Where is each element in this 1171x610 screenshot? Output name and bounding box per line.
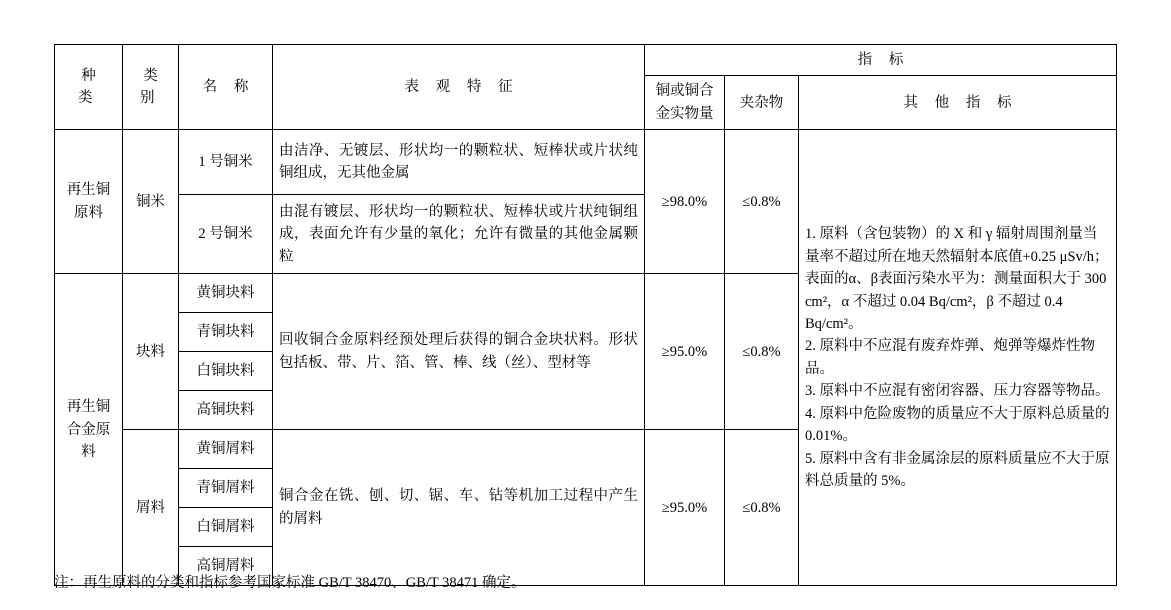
- cell-metal-content: ≥98.0%: [645, 130, 725, 274]
- cell-name: 白铜屑料: [179, 508, 273, 547]
- header-class: 类 别: [123, 45, 179, 130]
- table-body: [55, 130, 1117, 586]
- other-index-item: 4. 原料中危险废物的质量应不大于原料总质量的 0.01%。: [805, 405, 1110, 445]
- cell-metal-content: ≥95.0%: [645, 274, 725, 430]
- header-kind: 种 类: [55, 45, 123, 130]
- cell-feature: 由混有镀层、形状均一的颗粒状、短棒状或片状纯铜组成，表面允许有少量的氧化；允许有微量的其他金属颗粒: [273, 195, 645, 274]
- cell-name: 高铜块料: [179, 391, 273, 430]
- cell-class: 铜米: [123, 130, 179, 274]
- cell-feature: 铜合金在铣、刨、切、锯、车、钻等机加工过程中产生的屑料: [273, 430, 645, 586]
- cell-name: 2 号铜米: [179, 195, 273, 274]
- cell-name: 1 号铜米: [179, 130, 273, 195]
- cell-name: 青铜块料: [179, 313, 273, 352]
- cell-name: 白铜块料: [179, 352, 273, 391]
- header-index-group: 指 标: [645, 45, 1117, 76]
- table-note: 注：再生原料的分类和指标参考国家标准 GB/T 38470、GB/T 38471 确定。: [54, 575, 526, 591]
- other-index-item: 3. 原料中不应混有密闭容器、压力容器等物品。: [805, 383, 1110, 400]
- cell-name: 青铜屑料: [179, 469, 273, 508]
- header-feature: 表 观 特 征: [273, 45, 645, 130]
- other-index-item: 5. 原料中含有非金属涂层的原料质量应不大于原料总质量的 5%。: [805, 450, 1110, 490]
- cell-feature: 回收铜合金原料经预处理后获得的铜合金块状料。形状包括板、带、片、箔、管、棒、线（丝）、型材等: [273, 274, 645, 430]
- header-name: 名 称: [179, 45, 273, 130]
- other-index-item: 2. 原料中不应混有废弃炸弹、炮弹等爆炸性物品。: [805, 338, 1095, 377]
- cell-name: 黄铜块料: [179, 274, 273, 313]
- cell-name: 高铜屑料: [179, 547, 273, 586]
- table-header: [55, 45, 1117, 130]
- header-metal-content: 铜或铜合金实物量: [645, 76, 725, 130]
- other-index-item: 1. 原料（含包装物）的 X 和 γ 辐射周围剂量当量率不超过所在地天然辐射本底值+0.25 μSv/h；表面的α、β表面污染水平为：测量面积大于 300 cm²，α 不超过 0.04 Bq/cm²，β 不超过 0.4 Bq/cm²。: [805, 226, 1109, 332]
- header-row-1: [55, 45, 1117, 76]
- table-row: [55, 130, 1117, 195]
- recycled-copper-spec-table: [54, 44, 1117, 586]
- cell-kind: 再生铜合金原料: [55, 274, 123, 586]
- cell-other-index: [799, 130, 1117, 586]
- cell-impurity: ≤0.8%: [725, 130, 799, 274]
- cell-name: 黄铜屑料: [179, 430, 273, 469]
- cell-class: 块料: [123, 274, 179, 430]
- cell-impurity: ≤0.8%: [725, 274, 799, 430]
- cell-class: 屑料: [123, 430, 179, 586]
- header-other-index: 其 他 指 标: [799, 76, 1117, 130]
- cell-feature: 由洁净、无镀层、形状均一的颗粒状、短棒状或片状纯铜组成，无其他金属: [273, 130, 645, 195]
- cell-metal-content: ≥95.0%: [645, 430, 725, 586]
- cell-impurity: ≤0.8%: [725, 430, 799, 586]
- cell-kind: 再生铜原料: [55, 130, 123, 274]
- header-impurity: 夹杂物: [725, 76, 799, 130]
